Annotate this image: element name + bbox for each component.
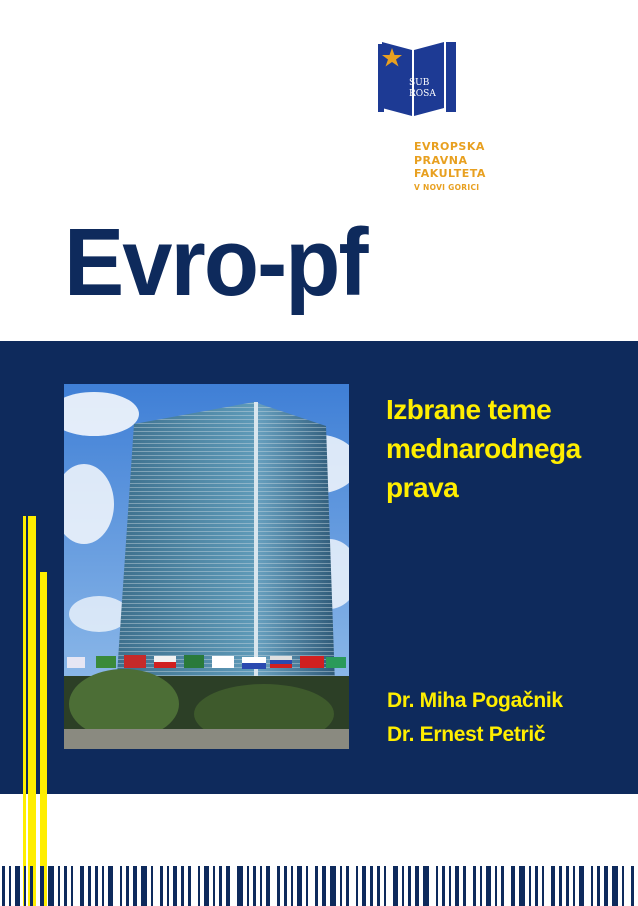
barcode-bar	[322, 866, 326, 906]
barcode-bar	[631, 866, 634, 906]
barcode-bar	[415, 866, 419, 906]
barcode-bar	[277, 866, 280, 906]
logo-book-left	[382, 42, 412, 116]
barcode-bar	[126, 866, 129, 906]
logo-seal-line-1: SUB	[409, 78, 430, 88]
barcode-bar	[188, 866, 191, 906]
barcode-bar	[573, 866, 575, 906]
barcode-bar	[284, 866, 287, 906]
barcode-bar	[24, 866, 26, 906]
book-title-line: mednarodnega	[386, 433, 581, 464]
faculty-name-line: V NOVI GORICI	[414, 182, 480, 192]
barcode-bar	[95, 866, 98, 906]
barcode-bar	[356, 866, 358, 906]
barcode-bar	[362, 866, 366, 906]
barcode-bar	[198, 866, 200, 906]
barcode-bar	[237, 866, 243, 906]
barcode-bar	[330, 866, 336, 906]
barcode-bar	[346, 866, 349, 906]
barcode-bar	[393, 866, 398, 906]
barcode-bar	[436, 866, 438, 906]
barcode-bar	[151, 866, 153, 906]
barcode-bar	[266, 866, 270, 906]
faculty-name-line: FAKULTETA	[414, 167, 486, 180]
faculty-name-line: EVROPSKA	[414, 140, 485, 153]
barcode-bar	[9, 866, 11, 906]
barcode-bar	[529, 866, 531, 906]
author-name: Dr. Miha Pogačnik	[387, 689, 563, 712]
faculty-logo-emblem	[378, 38, 458, 120]
logo-seal-line-2: ROSA	[409, 89, 436, 99]
barcode-bar	[473, 866, 476, 906]
barcode-bar	[480, 866, 482, 906]
barcode-bar	[108, 866, 113, 906]
barcode-bar	[80, 866, 84, 906]
barcode-bar	[591, 866, 593, 906]
barcode-bar	[449, 866, 451, 906]
barcode-bar	[120, 866, 122, 906]
barcode-bar	[423, 866, 429, 906]
barcode-bar	[455, 866, 459, 906]
barcode-bar	[141, 866, 147, 906]
barcode-bar	[253, 866, 256, 906]
barcode-bar	[15, 866, 20, 906]
faculty-name-line: PRAVNA	[414, 153, 468, 167]
barcode-bar	[219, 866, 222, 906]
barcode-bar	[384, 866, 386, 906]
barcode-bar	[173, 866, 177, 906]
barcode-bar	[133, 866, 137, 906]
barcode-bar	[40, 866, 44, 906]
barcode-bar	[377, 866, 380, 906]
barcode-bar	[260, 866, 262, 906]
barcode-bar	[48, 866, 54, 906]
barcode-bar	[291, 866, 293, 906]
barcode-bar	[612, 866, 618, 906]
book-authors	[387, 684, 563, 752]
book-title	[386, 390, 581, 507]
barcode-bar	[495, 866, 497, 906]
author-name: Dr. Ernest Petrič	[387, 723, 546, 746]
barcode-bar	[542, 866, 544, 906]
barcode-bar	[181, 866, 184, 906]
barcode-bar	[579, 866, 584, 906]
barcode-bar	[622, 866, 624, 906]
barcode-bar	[160, 866, 163, 906]
barcode-bar	[226, 866, 230, 906]
barcode-bar	[30, 866, 33, 906]
decor-vertical-bar	[40, 572, 47, 906]
barcode-bar	[566, 866, 569, 906]
barcode-bar	[315, 866, 318, 906]
barcode-bar	[486, 866, 491, 906]
barcode-bar	[604, 866, 608, 906]
barcode-bar	[247, 866, 249, 906]
barcode-bar	[511, 866, 515, 906]
barcode-bar	[306, 866, 308, 906]
barcode-bar	[71, 866, 73, 906]
barcode-bar	[204, 866, 209, 906]
book-title-line: prava	[386, 472, 459, 503]
cover-photo-building	[64, 384, 349, 749]
barcode-bar	[88, 866, 91, 906]
barcode-bar	[167, 866, 169, 906]
barcode-bar	[102, 866, 104, 906]
barcode-bar	[408, 866, 411, 906]
series-brand-title: Evro-pf	[64, 209, 367, 316]
book-title-line: Izbrane teme	[386, 394, 552, 425]
barcode-bar	[597, 866, 600, 906]
decor-vertical-bar	[23, 516, 26, 906]
barcode-bar	[64, 866, 67, 906]
barcode-bar	[340, 866, 342, 906]
barcode-bar	[213, 866, 215, 906]
barcode-bar	[463, 866, 466, 906]
decor-vertical-bar	[28, 516, 36, 906]
decor-barcode-stripe	[0, 866, 638, 906]
barcode-bar	[297, 866, 302, 906]
barcode-bar	[402, 866, 404, 906]
faculty-name	[414, 140, 486, 194]
barcode-bar	[370, 866, 373, 906]
barcode-bar	[519, 866, 525, 906]
barcode-bar	[442, 866, 445, 906]
barcode-bar	[559, 866, 562, 906]
barcode-bar	[551, 866, 555, 906]
barcode-bar	[2, 866, 5, 906]
barcode-bar	[535, 866, 538, 906]
barcode-bar	[501, 866, 504, 906]
barcode-bar	[58, 866, 60, 906]
